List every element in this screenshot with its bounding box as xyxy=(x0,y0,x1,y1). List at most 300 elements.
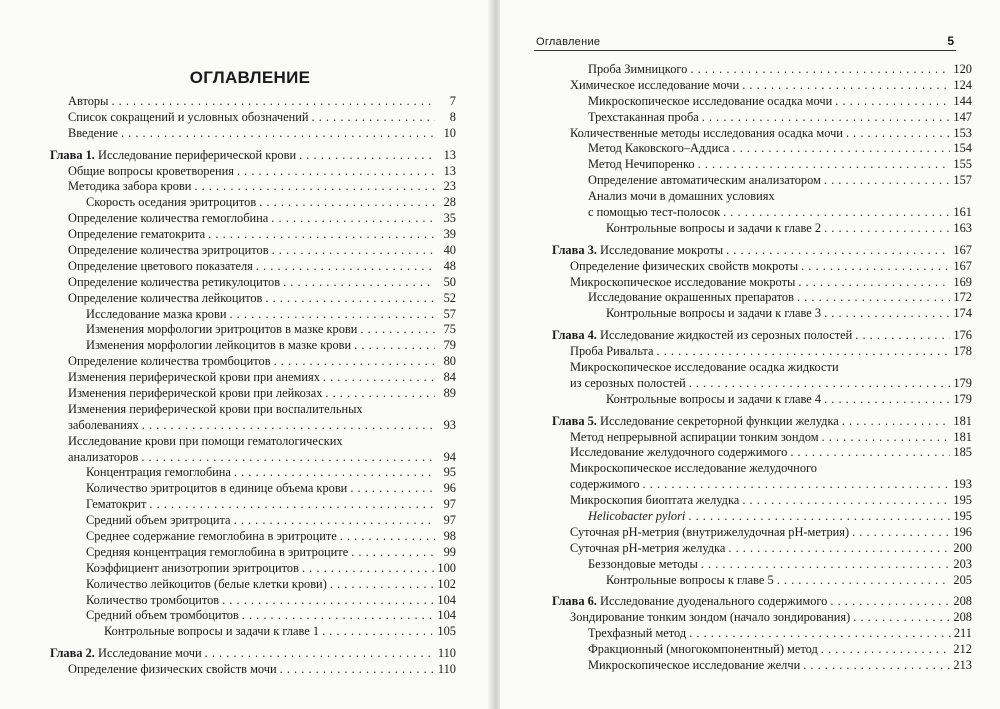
toc-entry-label xyxy=(68,402,456,418)
entry-text: из серозных полостей xyxy=(570,375,686,390)
dot-leader xyxy=(141,450,435,466)
dot-leader xyxy=(728,541,950,557)
toc-entry-label xyxy=(86,561,299,577)
toc-entry[interactable] xyxy=(50,110,456,126)
dot-leader xyxy=(256,259,435,275)
toc-page-number: 28 xyxy=(443,195,456,210)
toc-entry-label xyxy=(86,338,351,354)
toc-entry-label xyxy=(588,509,685,525)
dot-leader xyxy=(777,573,951,589)
toc-page-number: 40 xyxy=(443,243,456,257)
dot-leader xyxy=(702,110,951,126)
toc-entry[interactable] xyxy=(50,179,456,195)
dot-leader xyxy=(229,307,435,323)
toc-entry[interactable] xyxy=(50,227,456,243)
entry-text: Суточная pH-метрия (внутрижелудочная pH-метрия) xyxy=(570,524,850,539)
toc-page-number: 97 xyxy=(443,513,456,528)
toc-page-number: 213 xyxy=(953,658,972,673)
entry-text: Коэффициент анизотропии эритроцитов xyxy=(86,560,299,575)
dot-leader xyxy=(271,211,435,227)
toc-entry[interactable] xyxy=(50,561,456,577)
toc-entry-label xyxy=(68,434,456,450)
dot-leader xyxy=(742,78,950,94)
dot-leader xyxy=(698,157,951,173)
toc-page-number: 179 xyxy=(953,375,972,390)
entry-text: Метод Нечипоренко xyxy=(588,157,695,172)
entry-text: Исследование мазка крови xyxy=(86,306,227,321)
entry-text: Helicobacter pylori xyxy=(588,509,686,524)
toc-entry-label xyxy=(68,259,253,275)
dot-leader xyxy=(149,497,435,513)
toc-entry[interactable] xyxy=(50,126,456,142)
dot-leader xyxy=(723,205,950,221)
entry-text: Проба Ривальта xyxy=(570,344,654,359)
toc-entry[interactable] xyxy=(552,189,972,205)
toc-entry-label xyxy=(552,594,827,610)
entry-text: Количество эритроцитов в единице объема крови xyxy=(86,481,348,496)
dot-leader xyxy=(690,62,950,78)
toc-page-number: 52 xyxy=(443,290,456,305)
toc-entry-label xyxy=(588,173,821,189)
running-title: Оглавление xyxy=(536,36,601,48)
toc-page-number: 161 xyxy=(953,205,972,219)
entry-text: Количество лейкоцитов (белые клетки крови) xyxy=(86,576,327,591)
toc-chapter-entry[interactable] xyxy=(50,148,456,164)
entry-text: Концентрация гемоглобина xyxy=(86,465,231,480)
toc-entry-label xyxy=(86,497,146,513)
toc-page-number: 99 xyxy=(443,544,456,559)
toc-page-number: 179 xyxy=(953,391,972,406)
toc-entry-label xyxy=(570,376,686,392)
toc-page-number: 94 xyxy=(443,449,456,464)
toc-page-number: 10 xyxy=(443,125,456,140)
toc-entry[interactable] xyxy=(552,360,972,376)
toc-page-number: 181 xyxy=(953,413,972,428)
entry-text: Метод Каковского–Аддиса xyxy=(588,141,730,156)
entry-text: Определение физических свойств мокроты xyxy=(570,258,799,273)
toc-page-number: 195 xyxy=(953,493,972,508)
toc-entry-label xyxy=(570,541,725,557)
toc-entry-label xyxy=(50,646,202,662)
toc-entry[interactable] xyxy=(552,94,972,110)
dot-leader xyxy=(742,493,950,509)
toc-entry[interactable] xyxy=(50,370,456,386)
toc-entry[interactable] xyxy=(50,338,456,354)
toc-entry[interactable] xyxy=(552,306,972,322)
toc-entry[interactable] xyxy=(552,259,972,275)
dot-leader xyxy=(208,227,435,243)
toc-entry[interactable] xyxy=(552,445,972,461)
toc-entry[interactable] xyxy=(552,221,972,237)
entry-text: Контрольные вопросы и задачи к главе 1 xyxy=(104,624,320,639)
dot-leader xyxy=(234,513,435,529)
toc-entry[interactable] xyxy=(552,157,972,173)
toc-page-number: 157 xyxy=(953,173,972,188)
toc-page-number: 147 xyxy=(953,109,972,124)
dot-leader xyxy=(259,195,435,211)
toc-entry[interactable] xyxy=(552,110,972,126)
toc-entry-label xyxy=(68,227,205,243)
entry-text: Общие вопросы кроветворения xyxy=(68,163,234,178)
toc-page-number: 178 xyxy=(953,344,972,359)
dot-leader xyxy=(732,141,950,157)
toc-entry[interactable] xyxy=(50,624,456,640)
toc-entry-label xyxy=(570,610,850,626)
toc-page-number: 105 xyxy=(437,624,456,639)
toc-entry-label xyxy=(570,126,843,142)
toc-entry-label xyxy=(570,445,787,461)
toc-entry-label xyxy=(50,148,296,164)
toc-entry[interactable] xyxy=(552,557,972,573)
toc-entry-label xyxy=(570,344,654,360)
toc-page-number: 167 xyxy=(953,242,972,257)
dot-leader xyxy=(822,430,951,446)
toc-entry[interactable] xyxy=(50,481,456,497)
entry-text: Контрольные вопросы к главе 5 xyxy=(606,572,774,587)
toc-page-number: 196 xyxy=(953,524,972,539)
toc-entry-label xyxy=(86,195,256,211)
toc-entry[interactable] xyxy=(50,164,456,180)
toc-entry-label xyxy=(68,662,277,678)
toc-entry[interactable] xyxy=(552,62,972,78)
dot-leader xyxy=(801,259,950,275)
chapter-number: Глава 6. xyxy=(552,594,597,609)
page-number: 5 xyxy=(947,34,954,48)
toc-page-number: 98 xyxy=(443,529,456,544)
toc-entry-label xyxy=(606,573,774,589)
dot-leader xyxy=(222,593,434,609)
entry-text: анализаторов xyxy=(68,449,139,464)
entry-text: Изменения периферической крови при лейкозах xyxy=(68,386,323,401)
toc-entry-label xyxy=(570,259,798,275)
entry-text: Определение физических свойств мочи xyxy=(68,662,277,677)
entry-text: Зондирование тонким зондом (начало зондирования) xyxy=(570,610,851,625)
dot-leader xyxy=(312,110,435,126)
toc-page-number: 95 xyxy=(443,465,456,480)
dot-leader xyxy=(830,594,950,610)
dot-leader xyxy=(821,642,951,658)
toc-entry-label xyxy=(86,322,357,338)
toc-entry-label xyxy=(68,211,268,227)
toc-entry-label xyxy=(588,205,720,221)
toc-entry[interactable] xyxy=(50,291,456,307)
entry-text: Исследование мочи xyxy=(98,646,202,661)
toc-page-number: 144 xyxy=(953,93,972,108)
toc-entry[interactable] xyxy=(50,211,456,227)
toc-page-number: 211 xyxy=(953,626,972,641)
entry-text: содержимого xyxy=(570,477,640,492)
dot-leader xyxy=(234,465,435,481)
toc-entry-label xyxy=(588,642,818,658)
toc-page-number: 84 xyxy=(443,370,456,385)
entry-text: Контрольные вопросы и задачи к главе 4 xyxy=(606,391,822,406)
dot-leader xyxy=(853,610,950,626)
toc-entry[interactable] xyxy=(50,402,456,418)
toc-entry[interactable] xyxy=(50,307,456,323)
toc-entry[interactable] xyxy=(50,662,456,678)
entry-text: Микроскопическое исследование желудочного xyxy=(570,461,817,476)
toc-entry[interactable] xyxy=(552,642,972,658)
toc-entry[interactable] xyxy=(552,376,972,392)
toc-page-number: 155 xyxy=(953,157,972,172)
toc-entry-label xyxy=(588,141,729,157)
entry-text: Средний объем эритроцита xyxy=(86,513,231,528)
dot-leader xyxy=(855,328,950,344)
toc-page-number: 169 xyxy=(953,274,972,289)
entry-text: Исследование окрашенных препаратов xyxy=(588,290,794,305)
toc-entry[interactable] xyxy=(552,626,972,642)
toc-entry-label xyxy=(588,189,972,205)
entry-text: Микроскопическое исследование осадка мочи xyxy=(588,93,833,108)
header-rule xyxy=(534,50,956,51)
dot-leader xyxy=(322,624,434,640)
entry-text: Фракционный (многокомпонентный) метод xyxy=(588,642,818,657)
toc-entry-label xyxy=(570,275,795,291)
entry-text: Микроскопия биоптата желудка xyxy=(570,493,740,508)
toc-page-number: 100 xyxy=(437,560,456,575)
toc-page-number: 153 xyxy=(953,125,972,140)
entry-text: Определение количества ретикулоцитов xyxy=(68,274,281,289)
toc-entry[interactable] xyxy=(50,322,456,338)
toc-entry-label xyxy=(68,291,262,307)
toc-entry[interactable] xyxy=(552,126,972,142)
dot-leader xyxy=(330,577,435,593)
toc-chapter-entry[interactable] xyxy=(552,243,972,259)
entry-text: Химическое исследование мочи xyxy=(570,77,740,92)
toc-entry[interactable] xyxy=(552,658,972,674)
entry-text: Методика забора крови xyxy=(68,179,192,194)
toc-entry-label xyxy=(86,608,239,624)
entry-text: Метод непрерывной аспирации тонким зондом xyxy=(570,429,819,444)
dot-leader xyxy=(824,221,950,237)
toc-page-number: 7 xyxy=(449,93,456,108)
toc-entry[interactable] xyxy=(50,243,456,259)
entry-text: Средний объем тромбоцитов xyxy=(86,608,239,623)
dot-leader xyxy=(689,626,951,642)
toc-entry[interactable] xyxy=(552,290,972,306)
entry-text: Контрольные вопросы и задачи к главе 2 xyxy=(606,220,822,235)
toc-entry-label xyxy=(104,624,319,640)
toc-title: ОГЛАВЛЕНИЕ xyxy=(189,68,311,87)
toc-entry-label xyxy=(86,545,348,561)
entry-text: Количественные методы исследования осадка мочи xyxy=(570,125,843,140)
toc-entry[interactable] xyxy=(50,259,456,275)
left-page xyxy=(0,0,490,709)
chapter-number: Глава 3. xyxy=(552,242,597,257)
toc-page-number: 181 xyxy=(953,429,972,444)
dot-leader xyxy=(350,481,435,497)
toc-entry-label xyxy=(588,290,794,306)
toc-chapter-entry[interactable] xyxy=(50,646,456,662)
toc-entry-label xyxy=(86,307,226,323)
toc-entry[interactable] xyxy=(552,610,972,626)
dot-leader xyxy=(242,608,435,624)
dot-leader xyxy=(323,370,435,386)
toc-entry[interactable] xyxy=(50,513,456,529)
toc-chapter-entry[interactable] xyxy=(552,328,972,344)
toc-page-number: 79 xyxy=(443,338,456,353)
toc-entry-label xyxy=(68,110,309,126)
toc-page-number: 124 xyxy=(953,77,972,92)
entry-text: Анализ мочи в домашних условиях xyxy=(588,189,775,204)
toc-page-number: 195 xyxy=(953,509,972,524)
toc-entry[interactable] xyxy=(50,450,456,466)
entry-text: Определение цветового показателя xyxy=(68,258,253,273)
toc-entry[interactable] xyxy=(50,386,456,402)
toc-entry[interactable] xyxy=(50,593,456,609)
toc-entry-label xyxy=(606,306,821,322)
toc-page-number: 176 xyxy=(953,328,972,343)
toc-entry[interactable] xyxy=(50,497,456,513)
toc-page-number: 193 xyxy=(953,477,972,492)
toc-entry[interactable] xyxy=(552,141,972,157)
toc-entry-label xyxy=(588,62,687,78)
toc-entry[interactable] xyxy=(552,477,972,493)
toc-entry[interactable] xyxy=(50,465,456,481)
toc-entry-label xyxy=(86,513,231,529)
toc-entry-label xyxy=(552,243,723,259)
entry-text: Изменения морфологии эритроцитов в мазке крови xyxy=(86,322,358,337)
toc-chapter-entry[interactable] xyxy=(552,414,972,430)
toc-entry[interactable] xyxy=(552,461,972,477)
toc-entry[interactable] xyxy=(50,529,456,545)
toc-entry[interactable] xyxy=(50,195,456,211)
toc-entry[interactable] xyxy=(50,609,456,625)
toc-entry-label xyxy=(552,414,839,430)
toc-entry[interactable] xyxy=(552,78,972,94)
toc-entry[interactable] xyxy=(50,354,456,370)
toc-entry-label xyxy=(86,465,231,481)
toc-entry-label xyxy=(86,593,219,609)
toc-entry[interactable] xyxy=(50,94,456,110)
toc-page-number: 174 xyxy=(953,306,972,321)
toc-entry-label xyxy=(606,221,821,237)
toc-entry[interactable] xyxy=(552,541,972,557)
entry-text: Исследование дуоденального содержимого xyxy=(600,594,828,609)
toc-entry-label xyxy=(68,164,234,180)
entry-text: Авторы xyxy=(68,93,109,108)
entry-text: Средняя концентрация гемоглобина в эритроците xyxy=(86,544,349,559)
dot-leader xyxy=(701,557,951,573)
toc-entry-label xyxy=(570,525,849,541)
dot-leader xyxy=(354,338,435,354)
toc-page-number: 163 xyxy=(953,220,972,235)
toc-entry-label xyxy=(86,577,327,593)
toc-entry[interactable] xyxy=(50,577,456,593)
dot-leader xyxy=(824,392,950,408)
toc-entry-label xyxy=(68,94,108,110)
dot-leader xyxy=(340,529,435,545)
dot-leader xyxy=(798,275,950,291)
toc-entry-label xyxy=(68,386,322,402)
toc-entry-label xyxy=(570,78,739,94)
entry-text: Трехфазный метод xyxy=(588,626,687,641)
entry-text: Количество тромбоцитов xyxy=(86,592,220,607)
entry-text: Исследование мокроты xyxy=(600,242,724,257)
toc-entry[interactable] xyxy=(50,434,456,450)
dot-leader xyxy=(272,243,435,259)
toc-page-number: 120 xyxy=(953,61,972,76)
entry-text: Исследование периферической крови xyxy=(98,147,297,162)
dot-leader xyxy=(194,179,435,195)
toc-entry[interactable] xyxy=(50,418,456,434)
dot-leader xyxy=(325,386,435,402)
toc-chapter-entry[interactable] xyxy=(552,595,972,611)
dot-leader xyxy=(842,414,951,430)
entry-text: Проба Зимницкого xyxy=(588,61,688,76)
toc-page-number: 93 xyxy=(443,417,456,432)
toc-entry[interactable] xyxy=(552,430,972,446)
toc-entry[interactable] xyxy=(552,205,972,221)
toc-entry[interactable] xyxy=(552,392,972,408)
toc-page-number: 13 xyxy=(443,163,456,178)
toc-entry-label xyxy=(86,529,337,545)
toc-page-number: 205 xyxy=(953,572,972,587)
toc-page-number: 23 xyxy=(443,179,456,194)
toc-entry[interactable] xyxy=(50,545,456,561)
toc-entry[interactable] xyxy=(552,344,972,360)
toc-entry-label xyxy=(68,418,139,434)
dot-leader xyxy=(790,445,950,461)
entry-text: Контрольные вопросы и задачи к главе 3 xyxy=(606,306,822,321)
toc-entry-label xyxy=(570,430,819,446)
chapter-number: Глава 4. xyxy=(552,328,597,343)
toc-page-number: 50 xyxy=(443,274,456,289)
chapter-number: Глава 5. xyxy=(552,413,597,428)
dot-leader xyxy=(205,646,435,662)
dot-leader xyxy=(643,477,951,493)
entry-text: Определение количества гемоглобина xyxy=(68,211,269,226)
entry-text: Среднее содержание гемоглобина в эритроците xyxy=(86,529,337,544)
toc-entry[interactable] xyxy=(552,573,972,589)
toc-entry-label xyxy=(570,477,640,493)
toc-page-number: 39 xyxy=(443,227,456,242)
entry-text: Микроскопическое исследование осадка жидкости xyxy=(570,360,839,375)
entry-text: Изменения морфологии лейкоцитов в мазке крови xyxy=(86,338,352,353)
toc-entry[interactable] xyxy=(552,509,972,525)
toc-page-number: 102 xyxy=(437,576,456,591)
toc-page-number: 104 xyxy=(437,592,456,607)
toc-page-number: 80 xyxy=(443,354,456,369)
toc-page-number: 89 xyxy=(443,386,456,401)
toc-entry[interactable] xyxy=(552,173,972,189)
dot-leader xyxy=(111,94,435,110)
toc-entry-label xyxy=(86,481,347,497)
toc-page-number: 208 xyxy=(953,610,972,625)
toc-entry[interactable] xyxy=(552,275,972,291)
dot-leader xyxy=(688,509,950,525)
toc-page-number: 75 xyxy=(443,322,456,337)
toc-entry-label xyxy=(68,450,138,466)
toc-list-right xyxy=(552,62,972,674)
toc-page-number: 57 xyxy=(443,306,456,321)
dot-leader xyxy=(351,545,435,561)
entry-text: Определение количества лейкоцитов xyxy=(68,290,263,305)
dot-leader xyxy=(299,148,435,164)
toc-entry[interactable] xyxy=(50,275,456,291)
toc-entry[interactable] xyxy=(552,493,972,509)
chapter-number: Глава 2. xyxy=(50,646,95,661)
dot-leader xyxy=(121,126,435,142)
toc-page-number: 110 xyxy=(437,662,456,677)
toc-page-number: 185 xyxy=(953,445,972,460)
toc-entry[interactable] xyxy=(552,525,972,541)
entry-text: Определение количества эритроцитов xyxy=(68,243,269,257)
entry-text: Исследование секреторной функции желудка xyxy=(600,413,839,428)
entry-text: Трехстаканная проба xyxy=(588,109,699,124)
entry-text: Исследование крови при помощи гематологических xyxy=(68,433,343,448)
dot-leader xyxy=(302,561,434,577)
